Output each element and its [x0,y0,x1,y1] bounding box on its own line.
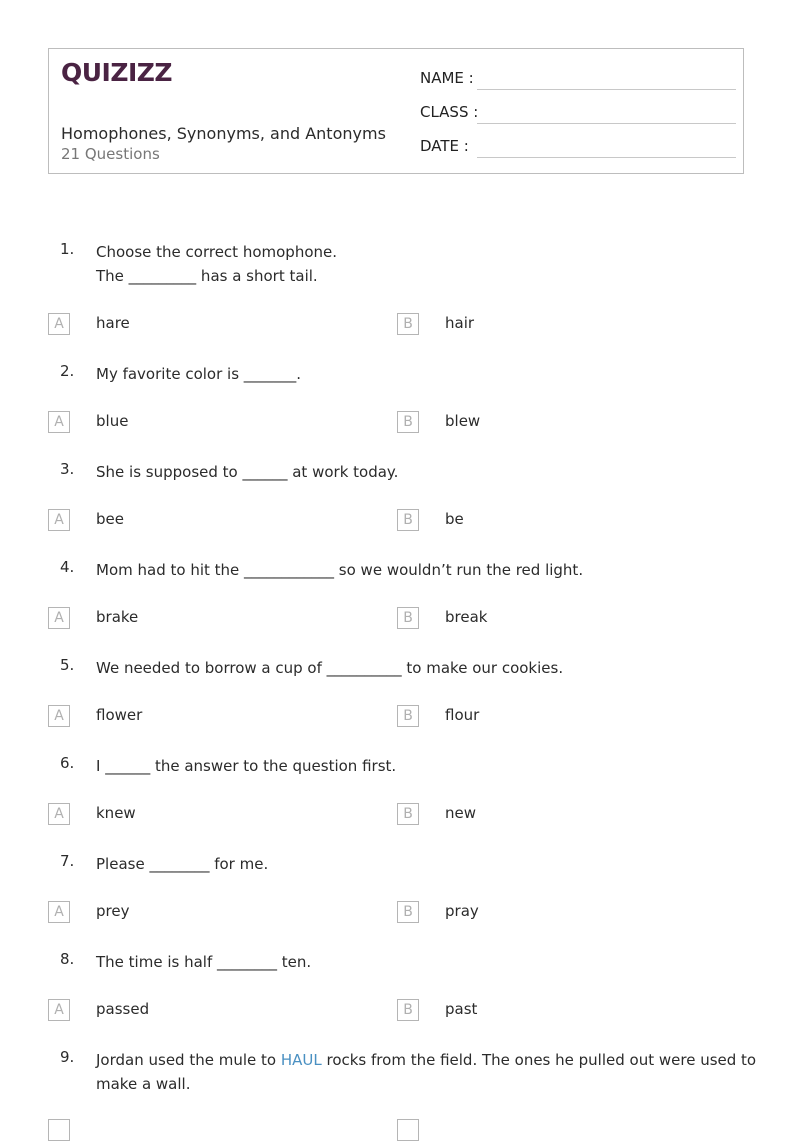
question-number: 3. [60,460,75,478]
option-text: brake [96,608,139,626]
option-letter-box: A [48,607,70,629]
option-letter-box: A [48,803,70,825]
date-line[interactable] [477,157,736,158]
option-letter-box: A [48,999,70,1021]
question-number: 7. [60,852,75,870]
option-letter-box: A [48,705,70,727]
option-text: flour [445,706,480,724]
question-line: Mom had to hit the ____________ so we wouldn’t run the red light. [96,561,584,579]
option-text: break [445,608,488,626]
option-text: blue [96,412,129,430]
name-label: NAME : [420,69,474,87]
question-text-segment: Jordan used the mule to [96,1051,281,1069]
option-text: flower [96,706,143,724]
option-text: passed [96,1000,150,1018]
question-number: 9. [60,1048,75,1066]
question-line: Choose the correct homophone. [96,243,338,261]
option-letter-box: B [397,705,419,727]
question-line: Please ________ for me. [96,855,269,873]
name-field[interactable] [420,69,736,91]
option-text: knew [96,804,136,822]
question-line: She is supposed to ______ at work today. [96,463,399,481]
option-letter-box: A [48,313,70,335]
option-letter-box: B [397,901,419,923]
question-line: I ______ the answer to the question first. [96,757,397,775]
option-text: new [445,804,477,822]
question-line: My favorite color is _______. [96,365,302,383]
question-text [96,950,746,974]
question-text [96,460,746,484]
question-text [96,656,746,680]
question-number: 8. [60,950,75,968]
class-line[interactable] [477,123,736,124]
question-text [96,1048,757,1096]
worksheet-title: Homophones, Synonyms, and Antonyms [61,124,386,143]
question-line [96,1048,757,1072]
question-line: The time is half ________ ten. [96,953,312,971]
option-text: pray [445,902,479,920]
option-text: hair [445,314,475,332]
question-line: The _________ has a short tail. [96,267,318,285]
question-line: We needed to borrow a cup of __________ to make our cookies. [96,659,564,677]
option-letter-box: B [397,803,419,825]
question-number: 4. [60,558,75,576]
option-letter-box: B [397,999,419,1021]
class-field[interactable] [420,103,736,125]
option-letter-box: A [48,509,70,531]
worksheet-header [48,48,744,174]
question-number: 6. [60,754,75,772]
question-count: 21 Questions [61,145,160,163]
question-text-segment: rocks from the field. The ones he pulled out were used to [321,1051,757,1069]
highlighted-word: HAUL [280,1051,322,1069]
option-letter-box: B [397,411,419,433]
option-text: past [445,1000,478,1018]
option-letter-box: B [397,607,419,629]
option-text: hare [96,314,130,332]
question-text [96,558,746,582]
option-text: prey [96,902,130,920]
question-text [96,362,746,386]
date-label: DATE : [420,137,469,155]
date-field[interactable] [420,137,736,159]
option-letter-box: B [397,509,419,531]
option-letter-box: A [48,411,70,433]
question-number: 2. [60,362,75,380]
option-letter-box: A [48,901,70,923]
question-line: make a wall. [96,1075,191,1093]
option-text: bee [96,510,124,528]
question-text [96,754,746,778]
class-label: CLASS : [420,103,479,121]
option-text: blew [445,412,481,430]
option-text: be [445,510,464,528]
option-letter-box: B [397,313,419,335]
name-line[interactable] [477,89,736,90]
question-text [96,852,746,876]
quizizz-logo: QUIZIZZ [61,58,173,87]
question-number: 1. [60,240,75,258]
question-number: 5. [60,656,75,674]
question-text [96,240,746,288]
option-letter-box [48,1119,70,1141]
option-letter-box [397,1119,419,1141]
